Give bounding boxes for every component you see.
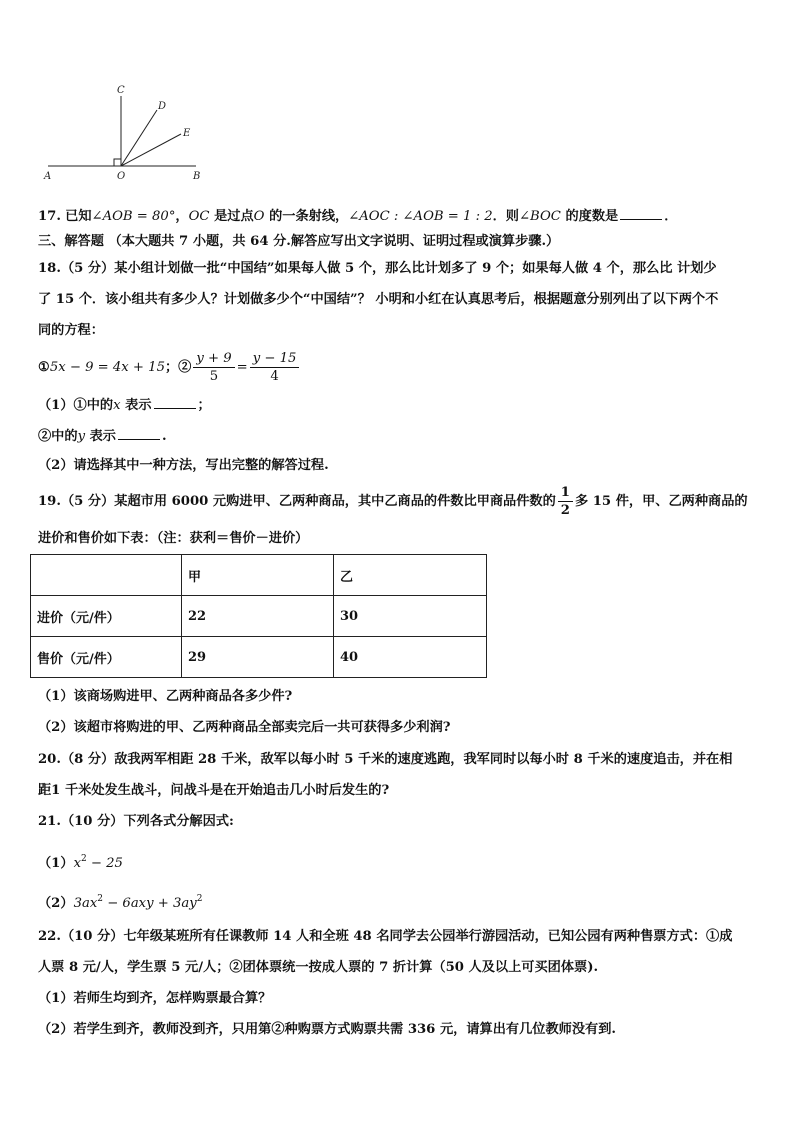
q19-part1: （1）该商场购进甲、乙两种商品各多少件? xyxy=(38,689,293,704)
answer-blank[interactable] xyxy=(154,395,196,409)
table-row xyxy=(31,637,487,678)
q17-text: 是过点 xyxy=(209,209,254,224)
right-angle-mark xyxy=(114,159,121,166)
q18-part1b xyxy=(38,426,167,446)
label-a: A xyxy=(44,171,52,182)
equals-sign: = xyxy=(236,360,248,375)
label-e: E xyxy=(183,128,191,139)
fraction-right xyxy=(250,350,300,385)
equation-1: 5x − 9 = 4x + 15 xyxy=(49,360,165,375)
answer-blank[interactable] xyxy=(620,206,662,220)
q22-text-line1: 22.（10 分）七年级某班所有任课教师 14 人和全班 48 名同学去公园举行游园活动，已知公园有两种售票方式：①成 xyxy=(38,929,733,944)
q17-text: 已知 xyxy=(65,209,92,224)
frac-denominator: 5 xyxy=(209,369,219,384)
q20-text-line1: 20.（8 分）敌我两军相距 28 千米，敌军以每小时 5 千米的速度逃跑，我军同时以每小时 8 千米的速度追击，并在相 xyxy=(38,752,733,767)
q17-angle-aob: ∠AOB = 80° xyxy=(91,209,176,224)
q19-text: 19.（5 分）某超市用 6000 元购进甲、乙两种商品，其中乙商品的件数比甲商品件数的 xyxy=(38,494,556,509)
q21-p2-label: （2） xyxy=(38,896,74,911)
exponent: 2 xyxy=(196,894,203,904)
q17-text: 的一条射线， xyxy=(264,209,349,224)
q18-p1b-text: 表示 xyxy=(85,429,116,444)
q18-p1b-text: . xyxy=(161,429,167,444)
q19-text-line2: 进价和售价如下表：（注：获利＝售价－进价） xyxy=(38,531,309,546)
frac-numerator: y + 9 xyxy=(193,350,234,368)
q17-angle-boc: ∠BOC xyxy=(519,209,561,224)
q17-ratio: ∠AOC : ∠AOB = 1 : 2 xyxy=(348,209,493,224)
section-heading: 三、解答题 （本大题共 7 小题，共 64 分.解答应写出文字说明、证明过程或演算步骤.） xyxy=(38,234,560,249)
q19-part2: （2）该超市将购进的甲、乙两种商品全部卖完后一共可获得多少利润? xyxy=(38,720,451,735)
answer-blank[interactable] xyxy=(118,426,160,440)
label-c: C xyxy=(117,85,125,96)
table-cell: 售价（元/件） xyxy=(31,637,182,678)
fraction-one-half xyxy=(558,484,573,519)
q21-p2-expr: − 6axy + 3ay xyxy=(103,896,197,911)
table-cell: 40 xyxy=(334,637,487,678)
frac-denominator: 4 xyxy=(270,369,279,384)
q18-equations xyxy=(38,350,301,385)
q17-number: 17. xyxy=(38,209,61,224)
var-x: x xyxy=(113,398,121,413)
q20-text-line2: 距1 千米处发生战斗，问战斗是在开始追击几小时后发生的? xyxy=(38,783,390,798)
q21-part2 xyxy=(38,890,202,913)
exponent: 2 xyxy=(97,894,103,904)
q22-part2: （2）若学生到齐，教师没到齐，只用第②种购票方式购票共需 336 元，请算出有几位教师没有到. xyxy=(38,1022,616,1037)
table-header-jia: 甲 xyxy=(182,555,334,596)
q21-p1-expr: − 25 xyxy=(86,856,123,871)
frac-numerator: 1 xyxy=(558,484,573,502)
table-cell: 22 xyxy=(182,596,334,637)
q17-text: ， xyxy=(175,209,189,224)
price-table xyxy=(30,554,487,678)
table-cell: 进价（元/件） xyxy=(31,596,182,637)
q18-text-line2: 了 15 个．该小组共有多少人？计划做多少个“中国结”？ 小明和小红在认真思考后，根据题意分别列出了以下两个不 xyxy=(38,292,719,307)
q21-p1-expr: x xyxy=(73,856,81,871)
label-d: D xyxy=(158,101,167,112)
q17-point-o: O xyxy=(253,209,265,224)
q21-heading: 21.（10 分）下列各式分解因式: xyxy=(38,814,234,829)
table-cell: 29 xyxy=(182,637,334,678)
eq1-mark: ① xyxy=(38,360,50,375)
q22-text-line2: 人票 8 元/人，学生票 5 元/人；②团体票统一按成人票的 7 折计算（50 人及以上可买团体票). xyxy=(38,960,599,975)
label-o: O xyxy=(117,171,126,182)
table-cell: 30 xyxy=(334,596,487,637)
q18-p1a-text: ； xyxy=(197,398,211,413)
table-row xyxy=(31,596,487,637)
var-y: y xyxy=(77,429,86,444)
q18-part1a xyxy=(38,395,211,415)
q18-part2: （2）请选择其中一种方法，写出完整的解答过程. xyxy=(38,458,329,473)
q19-text-line1 xyxy=(38,484,748,519)
fraction-left xyxy=(193,350,234,385)
q18-p1b-text: ②中的 xyxy=(38,429,78,444)
q19-text: 多 15 件，甲、乙两种商品的 xyxy=(574,494,748,509)
q21-part1 xyxy=(38,850,123,873)
table-cell xyxy=(31,555,182,596)
q18-text-line1: 18.（5 分）某小组计划做一批“中国结”如果每人做 5 个，那么比计划多了 9 个；如果每人做 4 个，那么比 计划少 xyxy=(38,261,717,276)
q18-text-line3: 同的方程： xyxy=(38,323,104,338)
frac-denominator: 2 xyxy=(560,503,570,518)
q17-text: ．则 xyxy=(492,209,519,224)
table-header-yi: 乙 xyxy=(334,555,487,596)
table-row xyxy=(31,555,487,596)
q17-text: 的度数是 xyxy=(560,209,619,224)
label-b: B xyxy=(193,171,201,182)
question-17 xyxy=(38,206,677,226)
frac-numerator: y − 15 xyxy=(250,350,300,368)
ray-oe xyxy=(121,134,181,166)
eq-separator: ；② xyxy=(164,360,192,375)
q17-text: ． xyxy=(664,209,678,224)
q18-p1a-text: 表示 xyxy=(120,398,152,413)
q21-p2-expr: 3ax xyxy=(73,896,98,911)
angle-figure xyxy=(40,82,210,184)
exponent: 2 xyxy=(81,854,87,864)
ray-od xyxy=(121,110,157,166)
q17-ray-oc: OC xyxy=(188,209,210,224)
q21-p1-label: （1） xyxy=(38,856,74,871)
q22-part1: （1）若师生均到齐，怎样购票最合算？ xyxy=(38,991,272,1006)
q18-p1a-text: （1）①中的 xyxy=(38,398,114,413)
